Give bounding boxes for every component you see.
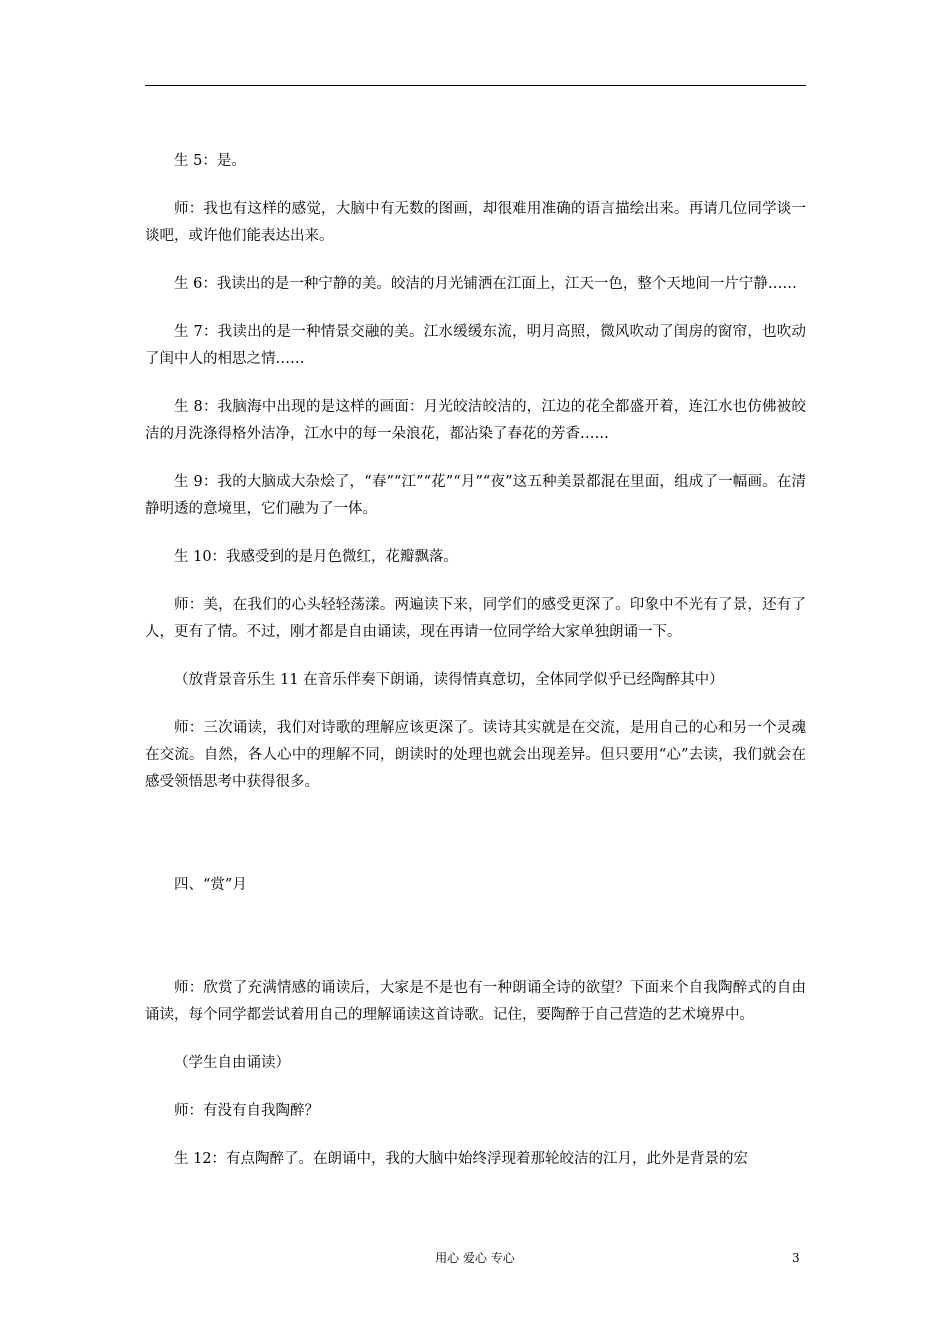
header-rule: [145, 85, 806, 86]
paragraph: 师：美，在我们的心头轻轻荡漾。两遍读下来，同学们的感受更深了。印象中不光有了景，还有了人，更有了情。不过，刚才都是自由诵读，现在再请一位同学给大家单独朗诵一下。: [145, 597, 806, 640]
paragraph: 师：有没有自我陶醉？: [174, 1103, 319, 1119]
paragraph: 生 10：我感受到的是月色微红，花瓣飘落。: [174, 549, 459, 565]
page-number: 3: [792, 1251, 800, 1265]
paragraph: 师：三次诵读，我们对诗歌的理解应该更深了。读诗其实就是在交流，是用自己的心和另一个灵魂在交流。自然，各人心中的理解不同，朗读时的处理也就会出现差异。但只要用“心”去读，我们就会在感受领悟思考中获得很多。: [145, 720, 806, 790]
document-body: [145, 148, 806, 1173]
paragraph: 生 5：是。: [174, 153, 246, 169]
paragraph: 师：我也有这样的感觉，大脑中有无数的图画，却很难用准确的语言描绘出来。再请几位同学谈一谈吧，或许他们能表达出来。: [145, 201, 806, 244]
paragraph: 生 7：我读出的是一种情景交融的美。江水缓缓东流，明月高照，微风吹动了闺房的窗帘，也吹动了闺中人的相思之情……: [145, 324, 806, 367]
paragraph: 生 6：我读出的是一种宁静的美。皎洁的月光铺洒在江面上，江天一色，整个天地间一片宁静……: [174, 276, 797, 292]
paragraph: （学生自由诵读）: [174, 1055, 290, 1071]
section-heading: 四、“赏”月: [174, 877, 247, 893]
paragraph: 生 8：我脑海中出现的是这样的画面：月光皎洁皎洁的，江边的花全都盛开着，连江水也仿佛被皎洁的月洗涤得格外洁净，江水中的每一朵浪花，都沾染了春花的芳香……: [145, 399, 806, 442]
paragraph: （放背景音乐生 11 在音乐伴奏下朗诵，读得情真意切，全体同学似乎已经陶醉其中）: [174, 672, 724, 688]
footer-text: 用心 爱心 专心: [435, 1251, 515, 1265]
paragraph: 生 9：我的大脑成大杂烩了，“春”“江”“花”“月”“夜”这五种美景都混在里面，组成了一幅画。在清静明透的意境里，它们融为了一体。: [145, 474, 806, 517]
paragraph: 生 12：有点陶醉了。在朗诵中，我的大脑中始终浮现着那轮皎洁的江月，此外是背景的宏: [174, 1151, 749, 1167]
paragraph: 师：欣赏了充满情感的诵读后，大家是不是也有一种朗诵全诗的欲望？下面来个自我陶醉式的自由诵读，每个同学都尝试着用自己的理解诵读这首诗歌。记住，要陶醉于自己营造的艺术境界中。: [145, 980, 806, 1023]
